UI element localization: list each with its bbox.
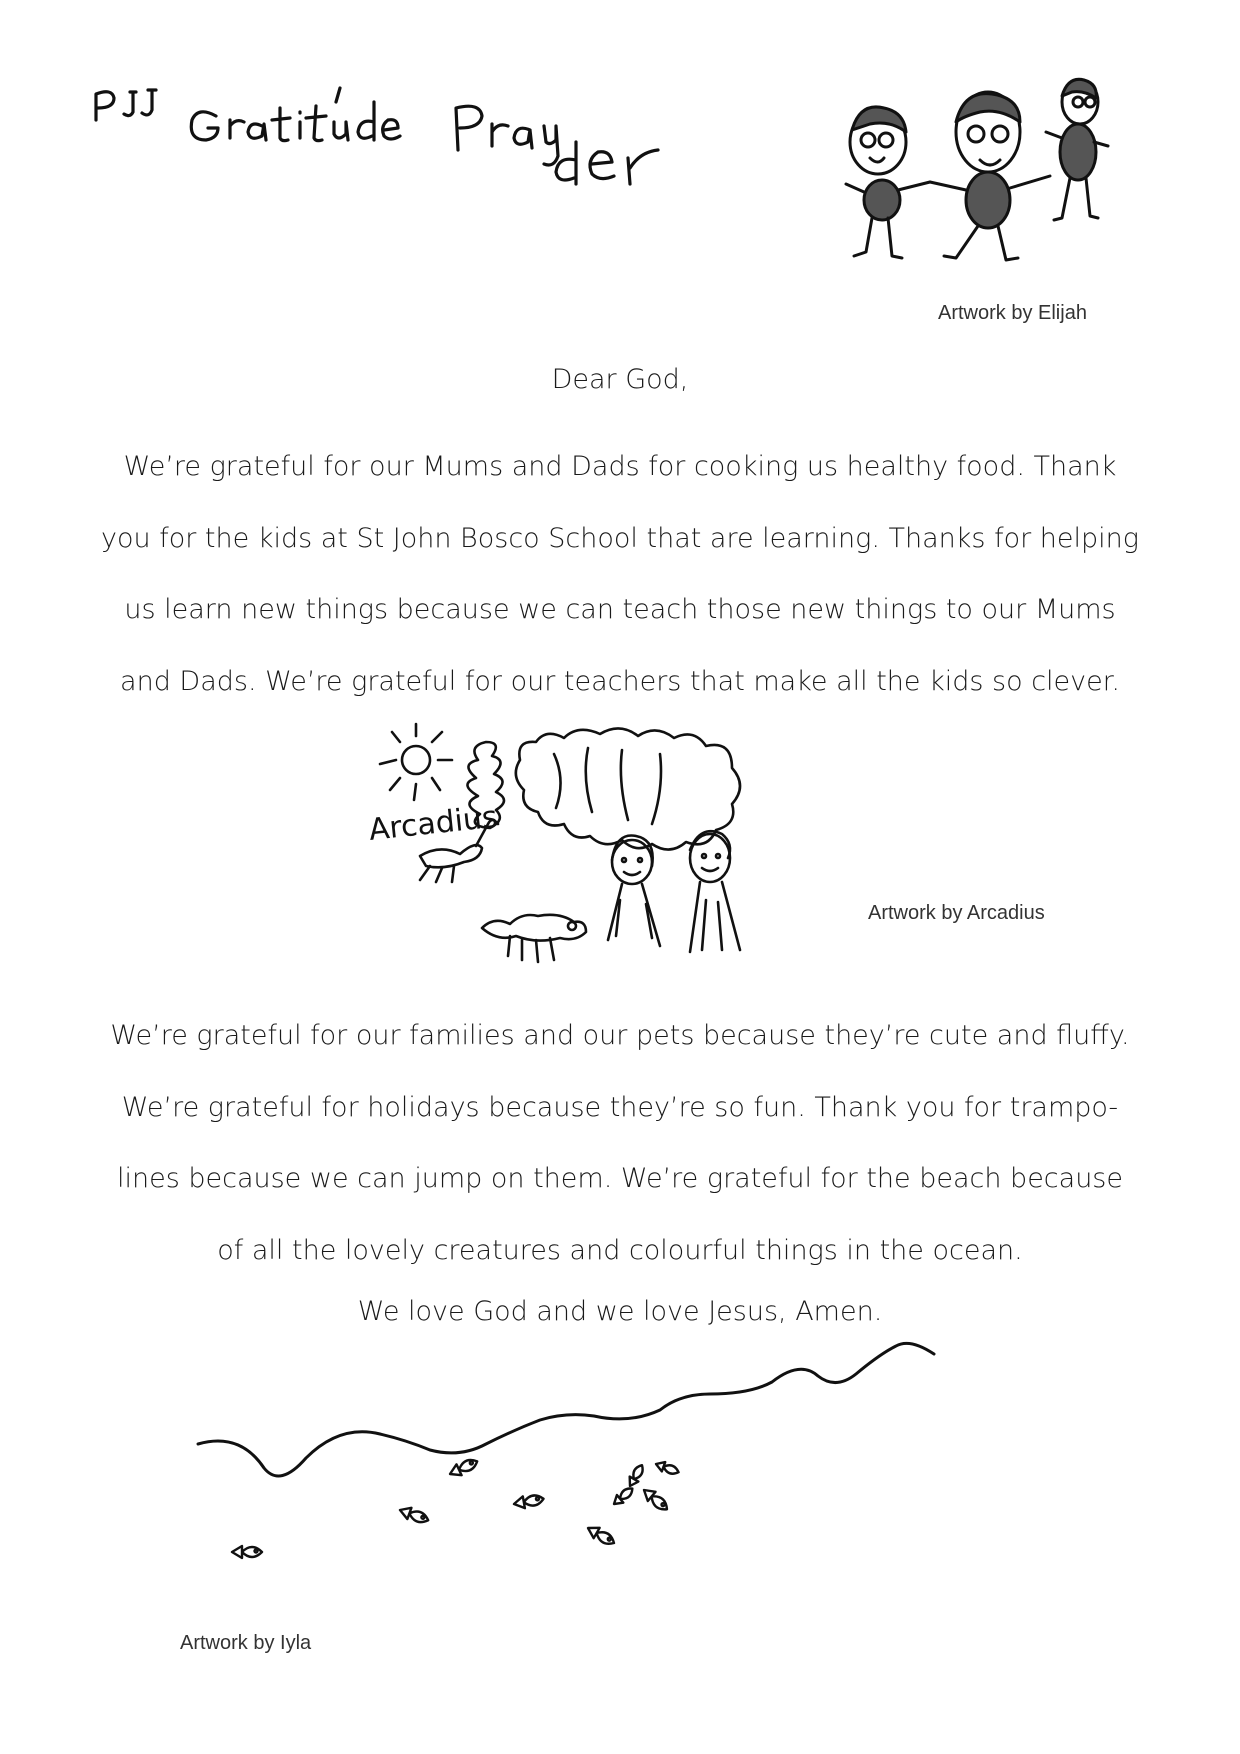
prayer-salutation: Dear God, [551,364,689,395]
iyla-artwork [190,1340,1050,1600]
paragraph-line: us learn new things because we can teach those new things to our Mums [124,594,1116,625]
page-title [88,80,788,260]
paragraph-line: lines because we can jump on them. We’re grateful for the beach because [116,1163,1123,1194]
paragraph-line: We’re grateful for holidays because they’re so fun. Thank you for trampo- [121,1091,1119,1123]
elijah-artwork [840,72,1120,272]
credit-iyla: Artwork by Iyla [180,1632,312,1654]
prayer-paragraph-2 [70,1000,1170,1286]
paragraph-line: We’re grateful for our families and our pets because they’re cute and fluffy. [110,1020,1130,1051]
fish-group [232,1456,680,1558]
paragraph-line: of all the lovely creatures and colourful things in the ocean. [217,1234,1023,1266]
paragraph-line: you for the kids at St John Bosco School that are learning. Thanks for helping [101,522,1139,554]
credit-arcadius: Artwork by Arcadius [868,902,1045,924]
paragraph-line: and Dads. We’re grateful for our teachers that make all the kids so clever. [120,665,1120,697]
prayer-closing: We love God and we love Jesus, Amen. [357,1296,883,1327]
handwritten-title-drawing [88,80,788,260]
credit-elijah: Artwork by Elijah [938,302,1087,324]
arcadius-signature: Arcadius [367,799,500,848]
ocean-wave-fish-drawing [190,1340,1050,1600]
sky-clouds-people-drawing [360,720,880,970]
prayer-paragraph-1 [70,431,1170,717]
arcadius-artwork [360,720,880,970]
paragraph-line: We’re grateful for our Mums and Dads for cooking us healthy food. Thank [123,451,1117,482]
three-figures-drawing [840,72,1120,272]
